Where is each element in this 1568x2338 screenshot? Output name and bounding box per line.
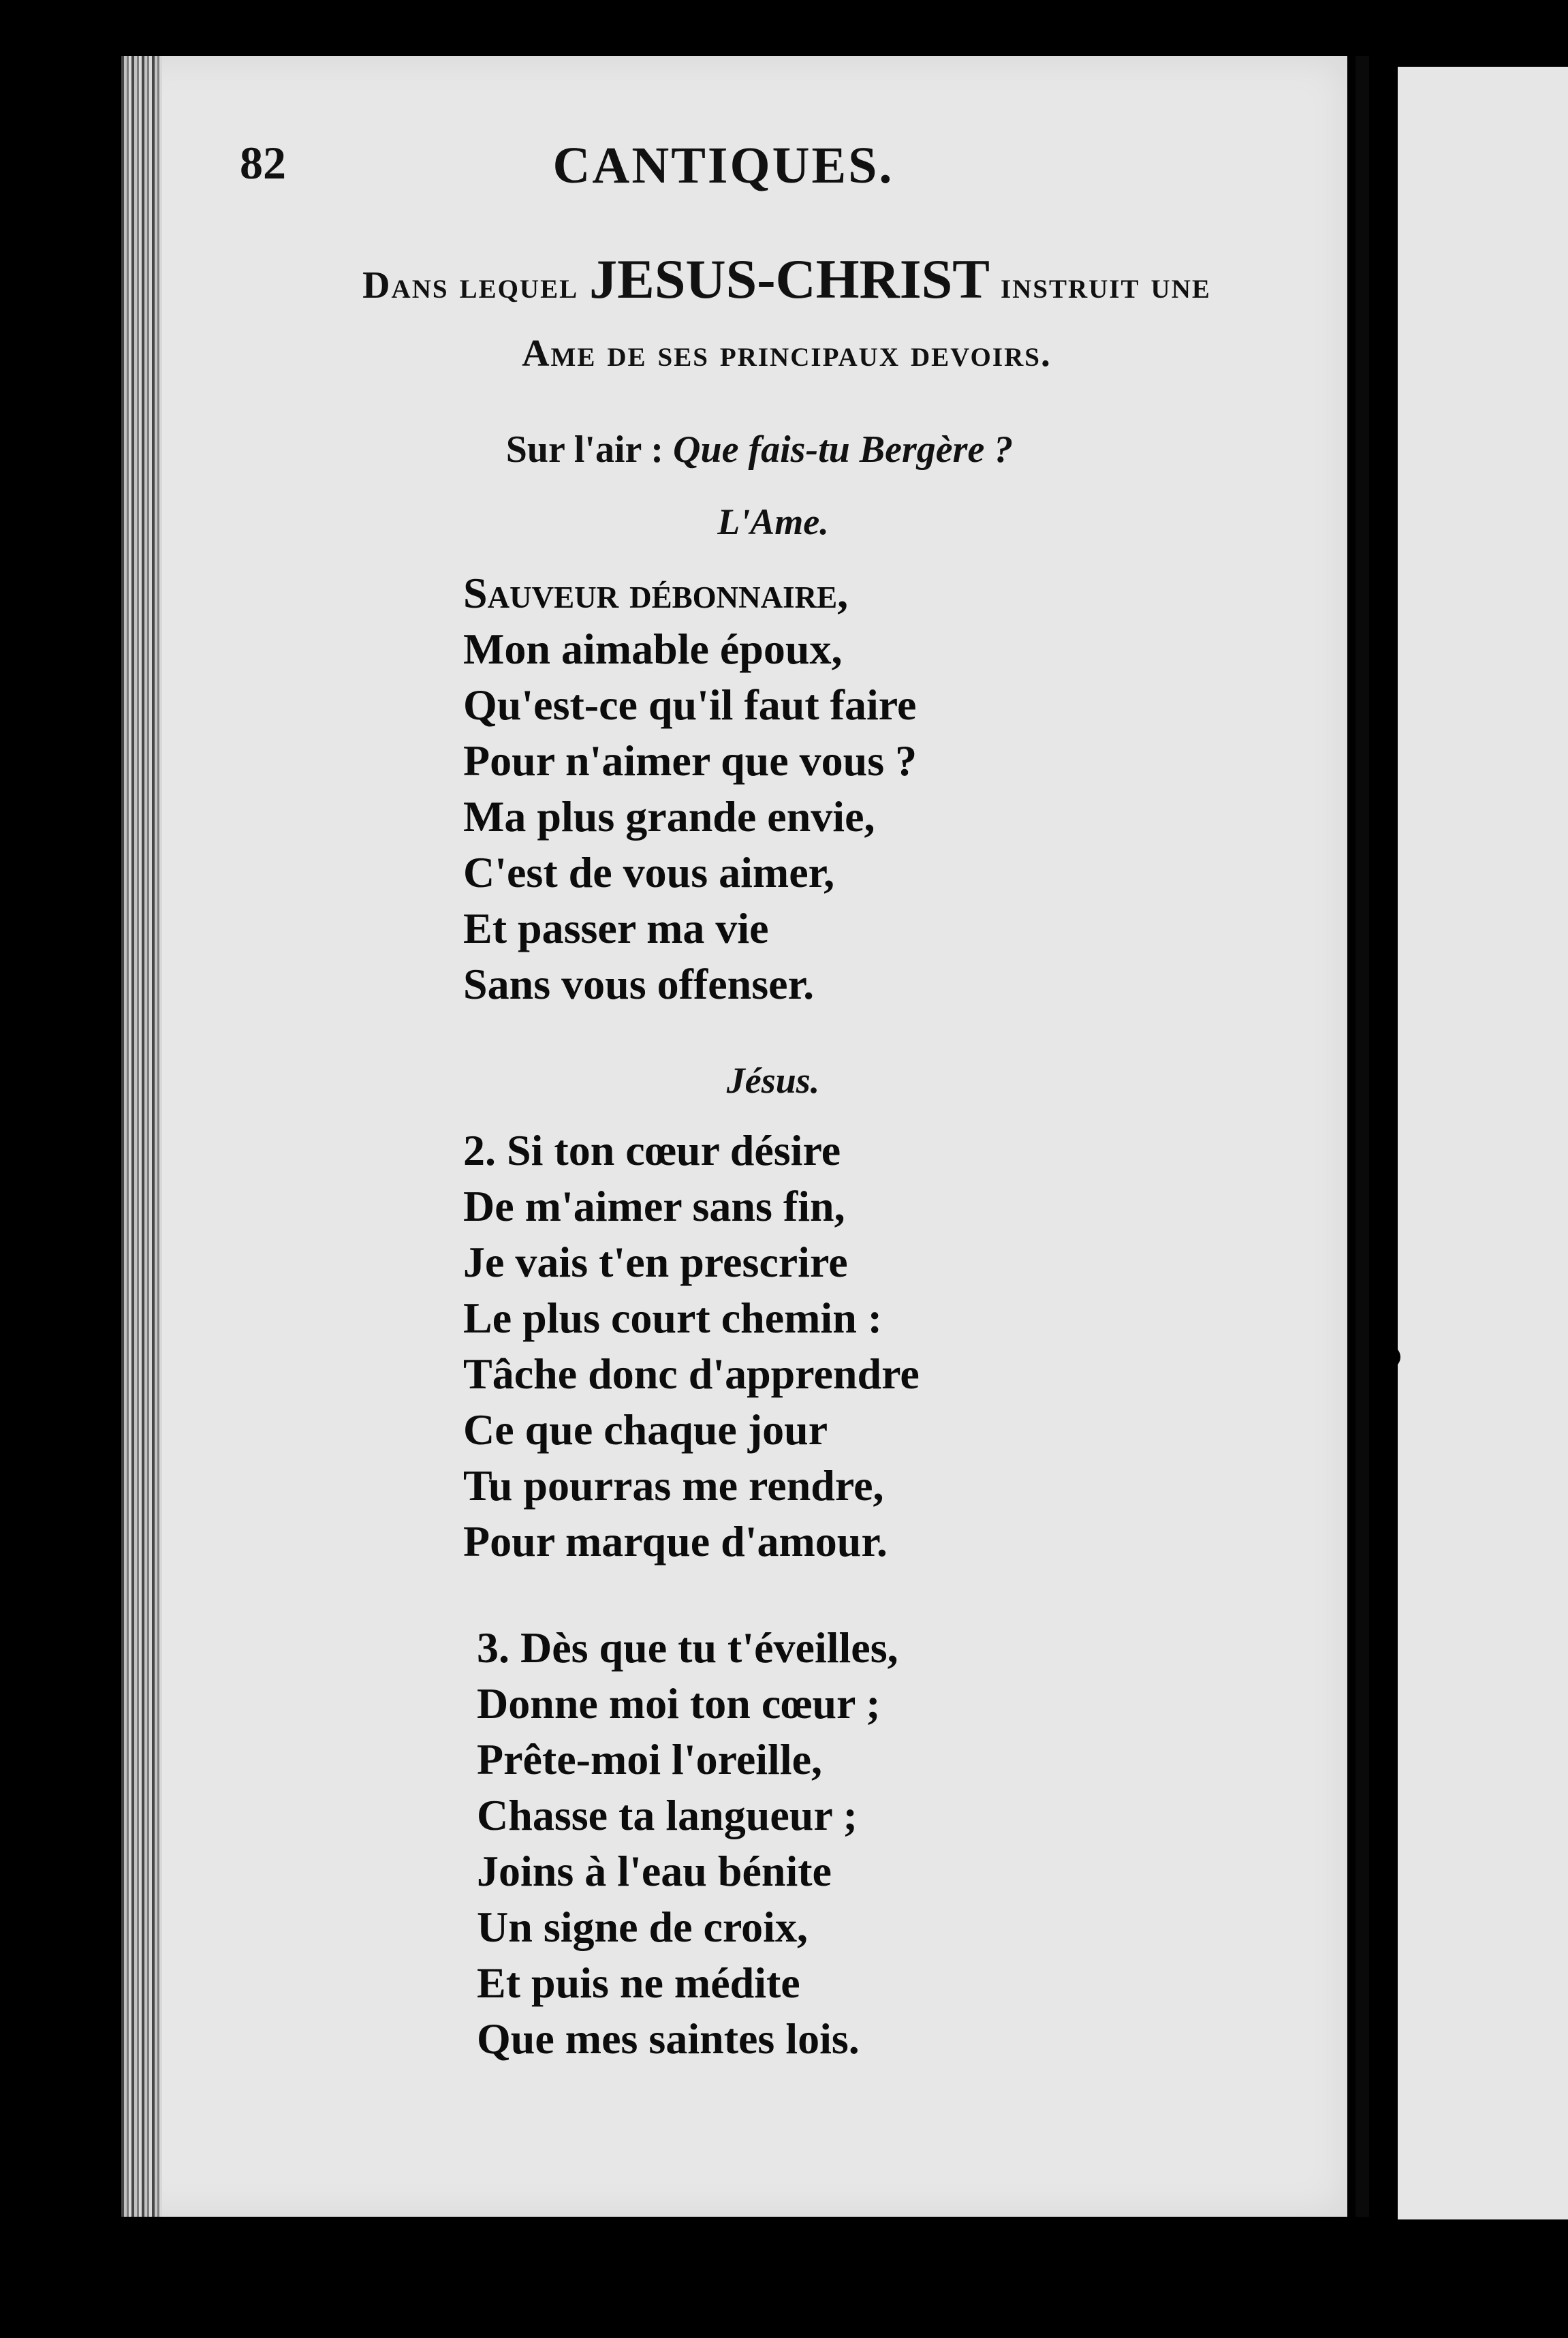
page-number: 82 <box>240 137 286 189</box>
tune-prefix: Sur l'air : <box>505 428 673 471</box>
verse-line: Prête-moi l'oreille, <box>477 1735 822 1783</box>
page-gutter <box>121 56 162 2217</box>
verse-line: Et passer ma vie <box>463 904 769 952</box>
speaker-label-1: L'Ame. <box>717 501 829 542</box>
verse-line: Pour n'aimer que vous ? <box>463 736 918 785</box>
title-line-1-end: instruit une <box>989 264 1211 307</box>
verse-line: Ma plus grande envie, <box>463 792 875 841</box>
verse-line: Tu pourras me rendre, <box>463 1461 884 1510</box>
verse-line: Qu'est-ce qu'il faut faire <box>463 681 917 729</box>
verse-line: 3. Dès que tu t'éveilles, <box>477 1623 898 1672</box>
page-header <box>240 136 1207 204</box>
verse-line-text: Sauveur débonnaire, <box>463 569 849 617</box>
verse-line: C'est de vous aimer, <box>463 848 835 897</box>
title-name: JESUS-CHRIST <box>589 248 990 310</box>
verse-line: Mon aimable époux, <box>463 625 843 673</box>
verse-line: De m'aimer sans fin, <box>463 1182 845 1230</box>
speaker-label-2: Jésus. <box>726 1060 820 1101</box>
verse-line: Le plus court chemin : <box>463 1294 883 1342</box>
verse-line: Et puis ne médite <box>477 1959 800 2007</box>
ink-blot <box>1377 1345 1400 1369</box>
tune-indication <box>0 428 1519 471</box>
facing-page-edge <box>1398 67 1568 2219</box>
title-line-1-start: Dans lequel <box>362 264 590 307</box>
verse-line: Que mes saintes lois. <box>477 2014 860 2063</box>
title-line-1 <box>245 245 1328 319</box>
title-line-2: Ame de ses principaux devoirs. <box>522 332 1052 375</box>
verse-line: Pour marque d'amour. <box>463 1517 888 1565</box>
hymn-title <box>245 245 1328 388</box>
tune-name: Que fais-tu Bergère ? <box>673 428 1014 471</box>
verse-line: 2. Si ton cœur désire <box>463 1126 841 1174</box>
running-head: CANTIQUES. <box>552 137 894 194</box>
verse-line: Je vais t'en prescrire <box>463 1238 848 1286</box>
verse-line: Un signe de croix, <box>477 1903 808 1951</box>
verse-line: Tâche donc d'apprendre <box>463 1350 920 1398</box>
stanza-3 <box>477 1620 898 2067</box>
verse-line: Chasse ta langueur ; <box>477 1791 858 1839</box>
verse-line <box>463 565 917 621</box>
verse-line: Joins à l'eau bénite <box>477 1847 832 1895</box>
stanza-2 <box>463 1123 920 1570</box>
verse-line: Donne moi ton cœur ; <box>477 1679 881 1728</box>
stanza-1 <box>463 565 917 1012</box>
book-spine <box>1355 56 1369 2217</box>
verse-line: Sans vous offenser. <box>463 960 815 1008</box>
verse-line: Ce que chaque jour <box>463 1405 828 1454</box>
